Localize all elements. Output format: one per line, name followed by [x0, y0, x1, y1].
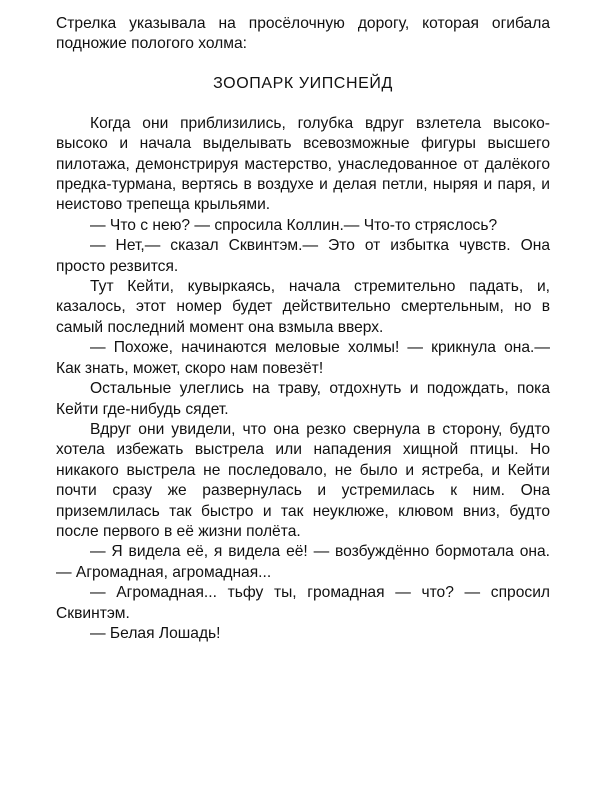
paragraph-3: — Нет,— сказал Сквинтэм.— Это от избытка чувств. Она просто резвится. — [56, 237, 550, 275]
paragraph-4: Тут Кейти, кувыркаясь, начала стремительно падать, и, казалось, этот номер будет действительно смертельным, но в самый последний момент она взмыла вверх. — [56, 278, 550, 336]
paragraph-8: — Я видела её, я видела её! — возбуждённо бормотала она.— Агромадная, агромадная... — [56, 543, 550, 581]
paragraph-2: — Что с нею? — спросила Коллин.— Что-то стряслось? — [90, 216, 498, 234]
paragraph-9: — Агромадная... тьфу ты, громадная — что? — спросил Сквинтэм. — [56, 584, 550, 622]
paragraph-7: Вдруг они увидели, что она резко свернула в сторону, будто хотела избежать выстрела или нападения хищной птицы. Но никакого выстрела не последовало, не было и ястреба, и Кейти почти сразу же развернулась и устремилась к ним. Она приземлилась так быстро и так неуклюже, клювом вниз, будто после первого в её жизни полёта. — [56, 420, 550, 540]
intro-paragraph: Стрелка указывала на просёлочную дорогу, которая огибала подножие пологого холма: — [56, 15, 550, 53]
paragraph-1: Когда они приблизились, голубка вдруг взлетела высоко-высоко и начала выделывать всевозможные фигуры высшего пилотажа, демонстрируя мастерство, унаследованное от далёкого предка-турмана, вертясь в воздухе и делая петли, ныряя и паря, и неистово трепеща крыльями. — [56, 114, 550, 214]
paragraph-6: Остальные улеглись на траву, отдохнуть и подождать, пока Кейти где-нибудь сядет. — [56, 380, 550, 418]
zoo-sign-heading: ЗООПАРК УИПСНЕЙД — [213, 74, 393, 92]
paragraph-5: — Похоже, начинаются меловые холмы! — крикнула она.— Как знать, может, скоро нам повезёт! — [56, 339, 550, 377]
paragraph-10: — Белая Лошадь! — [90, 624, 221, 642]
